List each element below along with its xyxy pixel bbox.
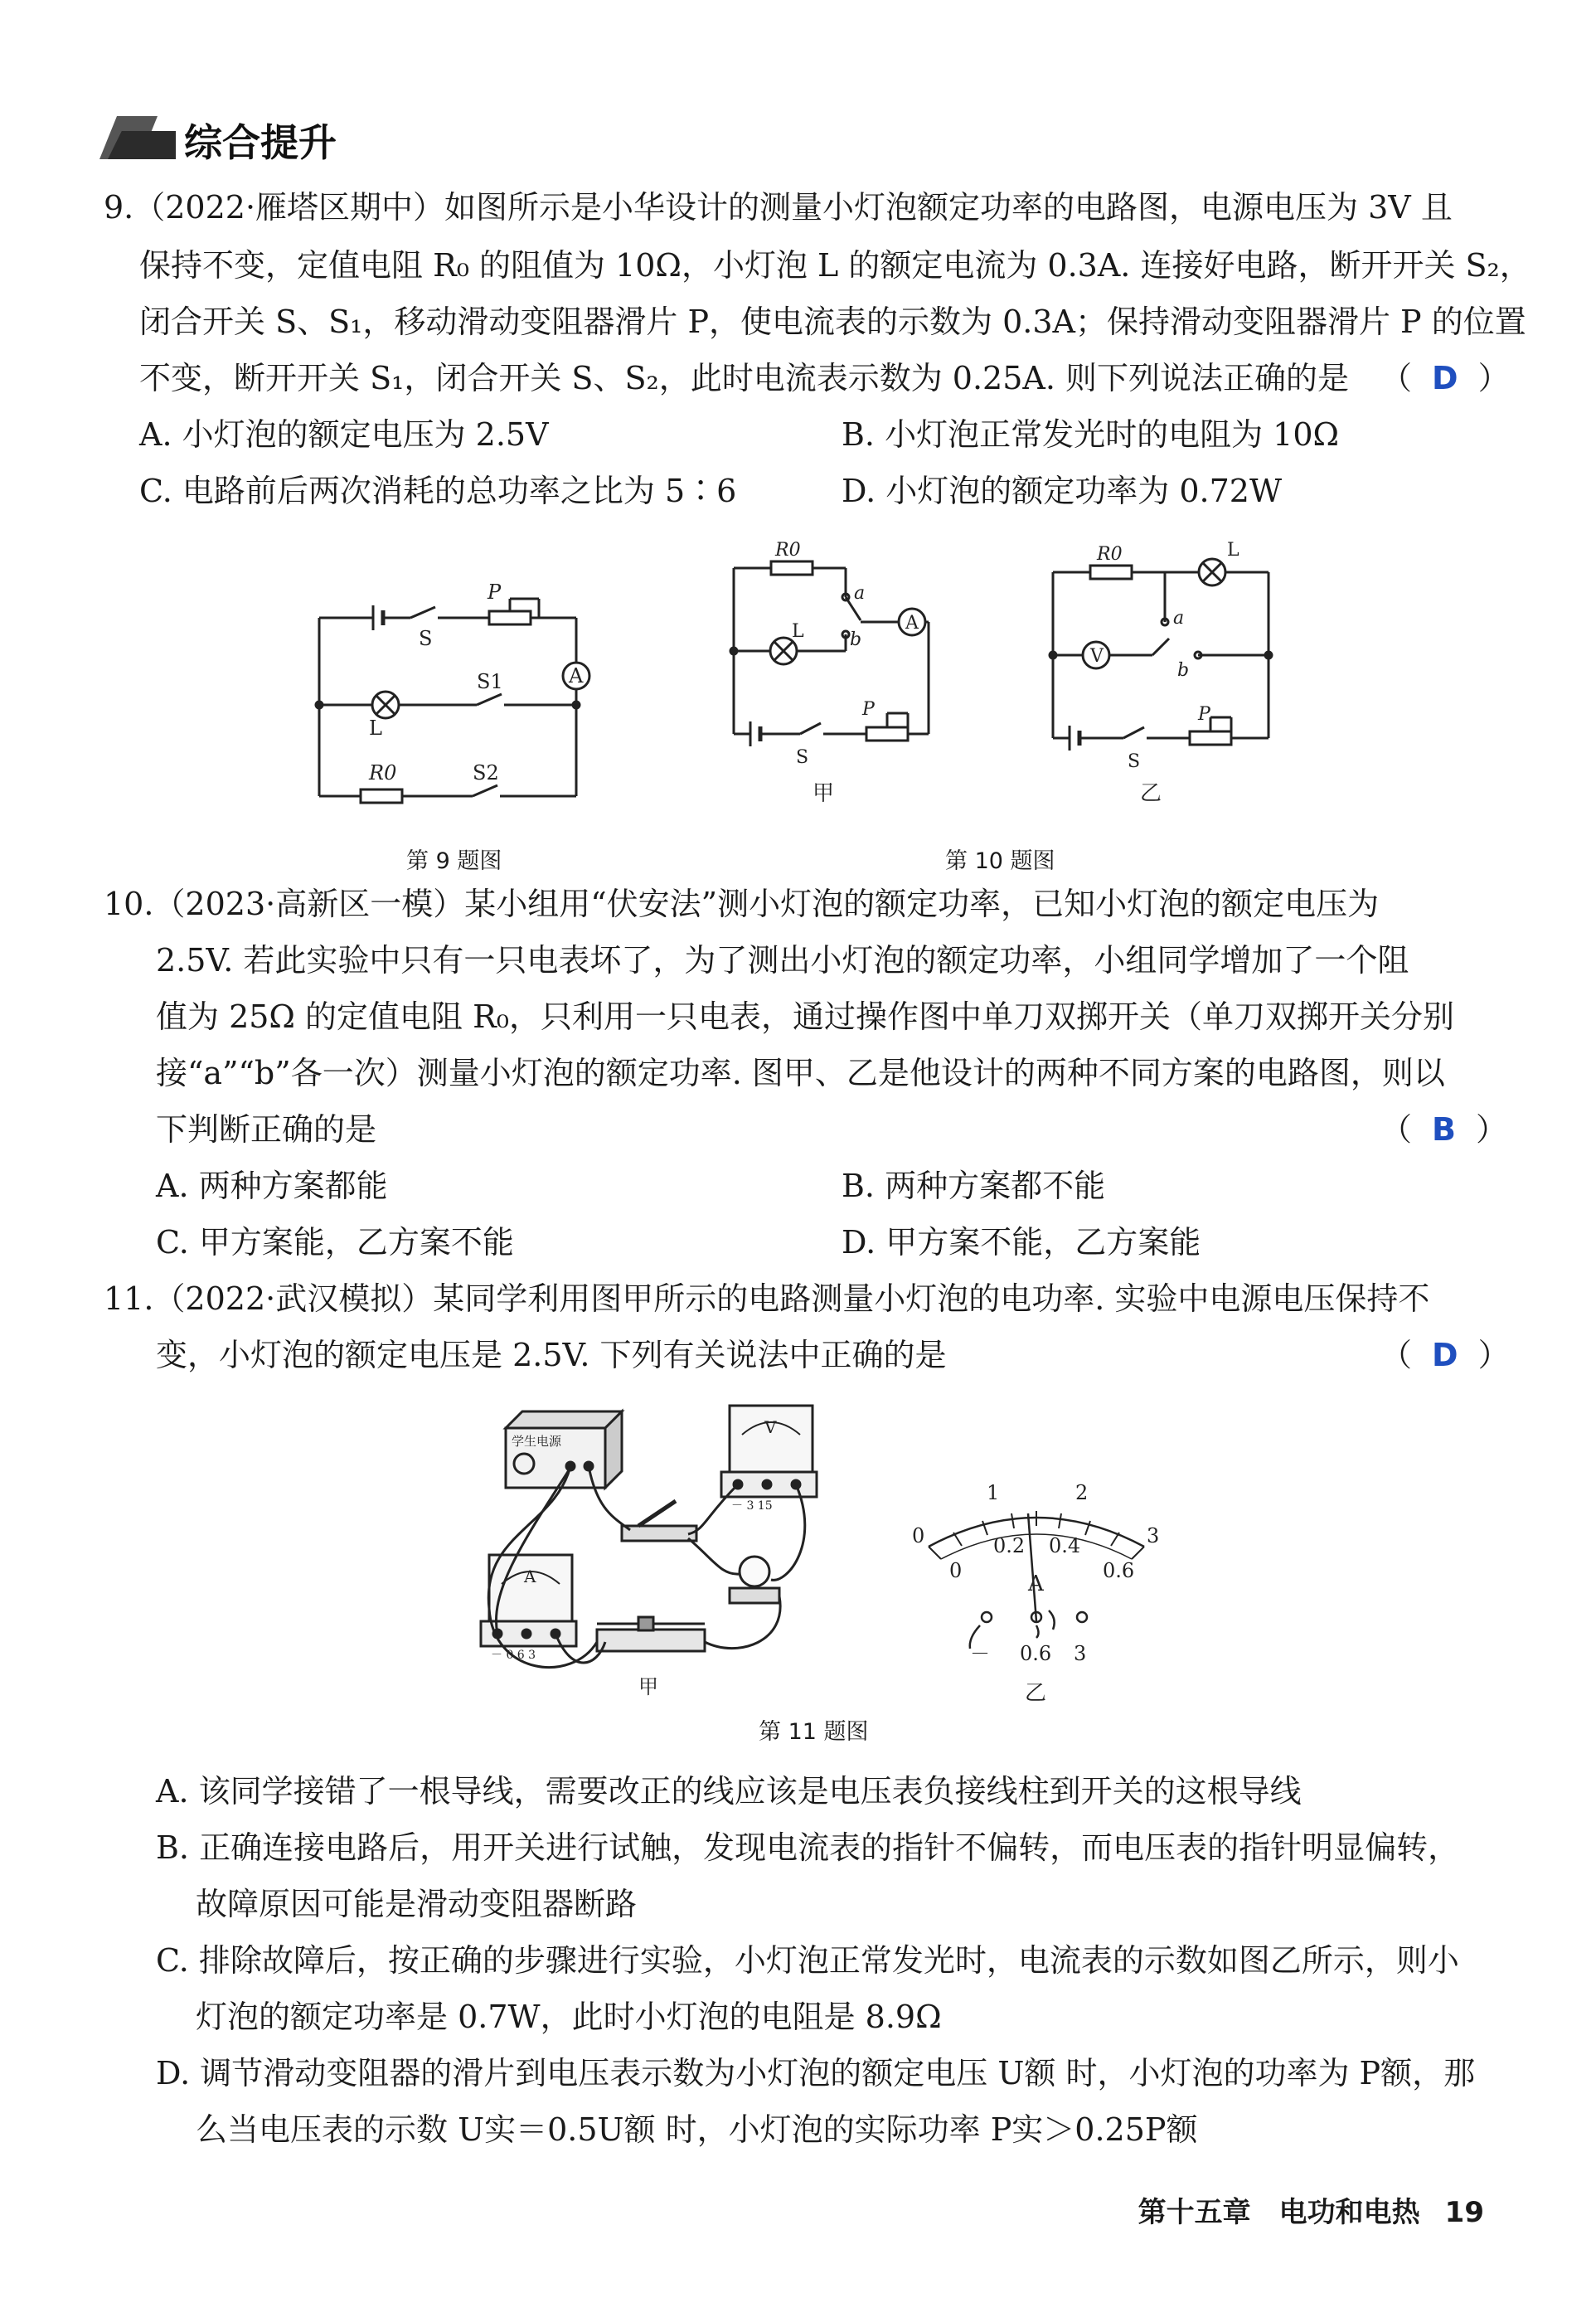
q9-label-s1: S1 (477, 670, 503, 693)
ammeter-terminals: － 0.6 3 (491, 1649, 536, 1662)
q9-line-3: 闭合开关 S、S₁，移动滑动变阻器滑片 P，使电流表的示数为 0.3A；保持滑动变阻器滑片 P 的位置 (139, 304, 1526, 340)
q11-answer-letter: D (1432, 1337, 1458, 1373)
jia-label-s: S (796, 747, 809, 768)
q11-option-b-line1: B. 正确连接电路后，用开关进行试触，发现电流表的指针不偏转，而电压表的指针明显偏转， (156, 1829, 1460, 1866)
q11-option-d-line1: D. 调节滑动变阻器的滑片到电压表示数为小灯泡的额定电压 U额 时，小灯泡的功率为 P额，那 (156, 2055, 1476, 2091)
rheostat-jia (866, 727, 908, 741)
jia-label-l: L (792, 621, 804, 642)
terminal-neg: － (970, 1642, 990, 1665)
q10-circuit-yi (1032, 531, 1281, 813)
q9-label-r0: R0 (369, 761, 397, 785)
q9-answer-letter: D (1432, 360, 1458, 396)
q11-figure-caption: 第 11 题图 (759, 1719, 869, 1745)
yi-label-p: P (1198, 704, 1210, 725)
rheostat-device (597, 1630, 705, 1651)
yi-label-name: 乙 (1140, 781, 1162, 806)
q9-line-4: 不变，断开开关 S₁，闭合开关 S、S₂，此时电流表示数为 0.25A. 则下列说法正确的是 (139, 360, 1350, 396)
q10-answer-letter: B (1432, 1111, 1456, 1148)
q9-figure-caption: 第 9 题图 (406, 848, 502, 874)
q9-option-d: D. 小灯泡的额定功率为 0.72W (842, 473, 1283, 509)
q9-label-s2: S2 (473, 761, 499, 785)
q11-physical-circuit (473, 1393, 837, 1700)
q10-option-b: B. 两种方案都不能 (842, 1168, 1106, 1204)
rheostat (489, 611, 531, 624)
voltmeter-terminals: － 3 15 (731, 1499, 773, 1513)
scale-bottom-0: 0 (949, 1559, 963, 1582)
q11-option-c-line2: 灯泡的额定功率是 0.7W，此时小灯泡的电阻是 8.9Ω (196, 1999, 942, 2035)
q9-line-1: 9.（2022·雁塔区期中）如图所示是小华设计的测量小灯泡额定功率的电路图，电源电压为 3V 且 (104, 189, 1453, 226)
q9-line-2: 保持不变，定值电阻 R₀ 的阻值为 10Ω，小灯泡 L 的额定电流为 0.3A. 连接好电路，断开开关 S₂， (139, 247, 1531, 284)
scale-bottom-2: 0.4 (1049, 1534, 1081, 1557)
jia-label-b: b (850, 629, 862, 650)
q11-option-d-line2: 么当电压表的示数 U实＝0.5U额 时，小灯泡的实际功率 P实＞0.25P额 (196, 2111, 1198, 2148)
voltmeter-mark: V (764, 1417, 777, 1437)
page-footer (1138, 2189, 1484, 2230)
scale-top-0: 0 (912, 1524, 925, 1547)
resistor-r0-jia (771, 561, 813, 575)
switch-s-yi (1123, 727, 1144, 738)
terminal-3: 3 (1074, 1642, 1087, 1665)
yi-label-s: S (1128, 751, 1141, 772)
switch-s2 (473, 785, 497, 796)
q9-option-b: B. 小灯泡正常发光时的电阻为 10Ω (842, 416, 1340, 453)
switch-s (410, 607, 435, 618)
dial-unit-a: A (1028, 1571, 1044, 1596)
section-header (99, 106, 348, 163)
terminal-0-6: 0.6 (1020, 1642, 1052, 1665)
q10-answer: （ B ） (1380, 1111, 1507, 1148)
q10-circuit-jia (713, 531, 945, 813)
q10-line-2: 2.5V. 若此实验中只有一只电表坏了，为了测出小灯泡的额定功率，小组同学增加了一个阻 (156, 942, 1409, 979)
section-title: 综合提升 (176, 113, 345, 168)
scale-bottom-3: 0.6 (1103, 1559, 1135, 1582)
scale-bottom-1: 0.2 (993, 1534, 1026, 1557)
yi-label-r0: R0 (1097, 544, 1123, 565)
chapter-title: 第十五章 电功和电热 (1138, 2196, 1420, 2229)
q11-jia-label: 甲 (638, 1675, 658, 1698)
q10-line-3: 值为 25Ω 的定值电阻 R₀，只利用一只电表，通过操作图中单刀双掷开关（单刀双掷开关分别 (156, 998, 1454, 1035)
q10-figure-caption: 第 10 题图 (945, 848, 1055, 874)
jia-label-a: a (854, 583, 866, 604)
scale-top-3: 3 (1147, 1524, 1160, 1547)
yi-label-v: V (1090, 646, 1104, 667)
rheostat-yi (1190, 731, 1231, 745)
resistor-r0-yi (1090, 566, 1132, 579)
q11-answer: （ D ） (1380, 1337, 1510, 1373)
dial-needle (1028, 1513, 1036, 1621)
q9-circuit-diagram (298, 572, 614, 821)
q9-label-s: S (419, 627, 433, 650)
q11-line-2: 变，小灯泡的额定电压是 2.5V. 下列有关说法中正确的是 (156, 1337, 947, 1373)
yi-label-b: b (1177, 660, 1190, 681)
spdt-switch-yi (1152, 639, 1169, 655)
knife-switch (622, 1526, 696, 1541)
q10-line-4: 接“a”“b”各一次）测量小灯泡的额定功率. 图甲、乙是他设计的两种不同方案的电路图，则以 (156, 1055, 1445, 1091)
scale-top-2: 2 (1075, 1481, 1089, 1504)
q11-line-1: 11.（2022·武汉模拟）某同学利用图甲所示的电路测量小灯泡的电功率. 实验中电源电压保持不 (104, 1280, 1430, 1317)
jia-label-name: 甲 (813, 781, 835, 806)
jia-label-ammeter: A (905, 613, 919, 634)
switch-s1 (477, 694, 502, 705)
q11-option-a: A. 该同学接错了一根导线，需要改正的线应该是电压表负接线柱到开关的这根导线 (156, 1773, 1302, 1810)
ammeter-mark: A (524, 1567, 536, 1586)
resistor-r0 (361, 789, 402, 803)
q9-option-c: C. 电路前后两次消耗的总功率之比为 5∶6 (139, 473, 737, 509)
q9-label-a: A (569, 664, 584, 687)
q10-line-5: 下判断正确的是 (156, 1111, 377, 1148)
q10-option-c: C. 甲方案能，乙方案不能 (156, 1224, 514, 1261)
q10-line-1: 10.（2023·高新区一模）某小组用“伏安法”测小灯泡的额定功率，已知小灯泡的额定电压为 (104, 886, 1380, 922)
scale-top-1: 1 (987, 1481, 1000, 1504)
q11-ammeter-dial (904, 1468, 1169, 1708)
jia-label-r0: R0 (775, 540, 801, 561)
q11-yi-label: 乙 (1025, 1681, 1047, 1706)
page-number: 19 (1444, 2196, 1484, 2229)
q9-label-l: L (369, 717, 382, 740)
q10-option-d: D. 甲方案不能，乙方案能 (842, 1224, 1201, 1261)
q9-label-p: P (488, 580, 502, 604)
q9-answer: （ D ） (1380, 360, 1510, 396)
power-supply-label: 学生电源 (512, 1434, 562, 1449)
lamp-holder (740, 1557, 769, 1586)
q11-option-b-line2: 故障原因可能是滑动变阻器断路 (196, 1886, 638, 1922)
switch-s-jia (800, 723, 821, 734)
jia-label-p: P (862, 699, 875, 720)
q10-option-a: A. 两种方案都能 (156, 1168, 388, 1204)
yi-label-a: a (1173, 608, 1185, 629)
q9-option-a: A. 小灯泡的额定电压为 2.5V (139, 416, 549, 453)
voltmeter-device (730, 1406, 813, 1472)
q11-option-c-line1: C. 排除故障后，按正确的步骤进行实验，小灯泡正常发光时，电流表的示数如图乙所示，则小 (156, 1942, 1459, 1979)
yi-label-l: L (1227, 540, 1239, 561)
